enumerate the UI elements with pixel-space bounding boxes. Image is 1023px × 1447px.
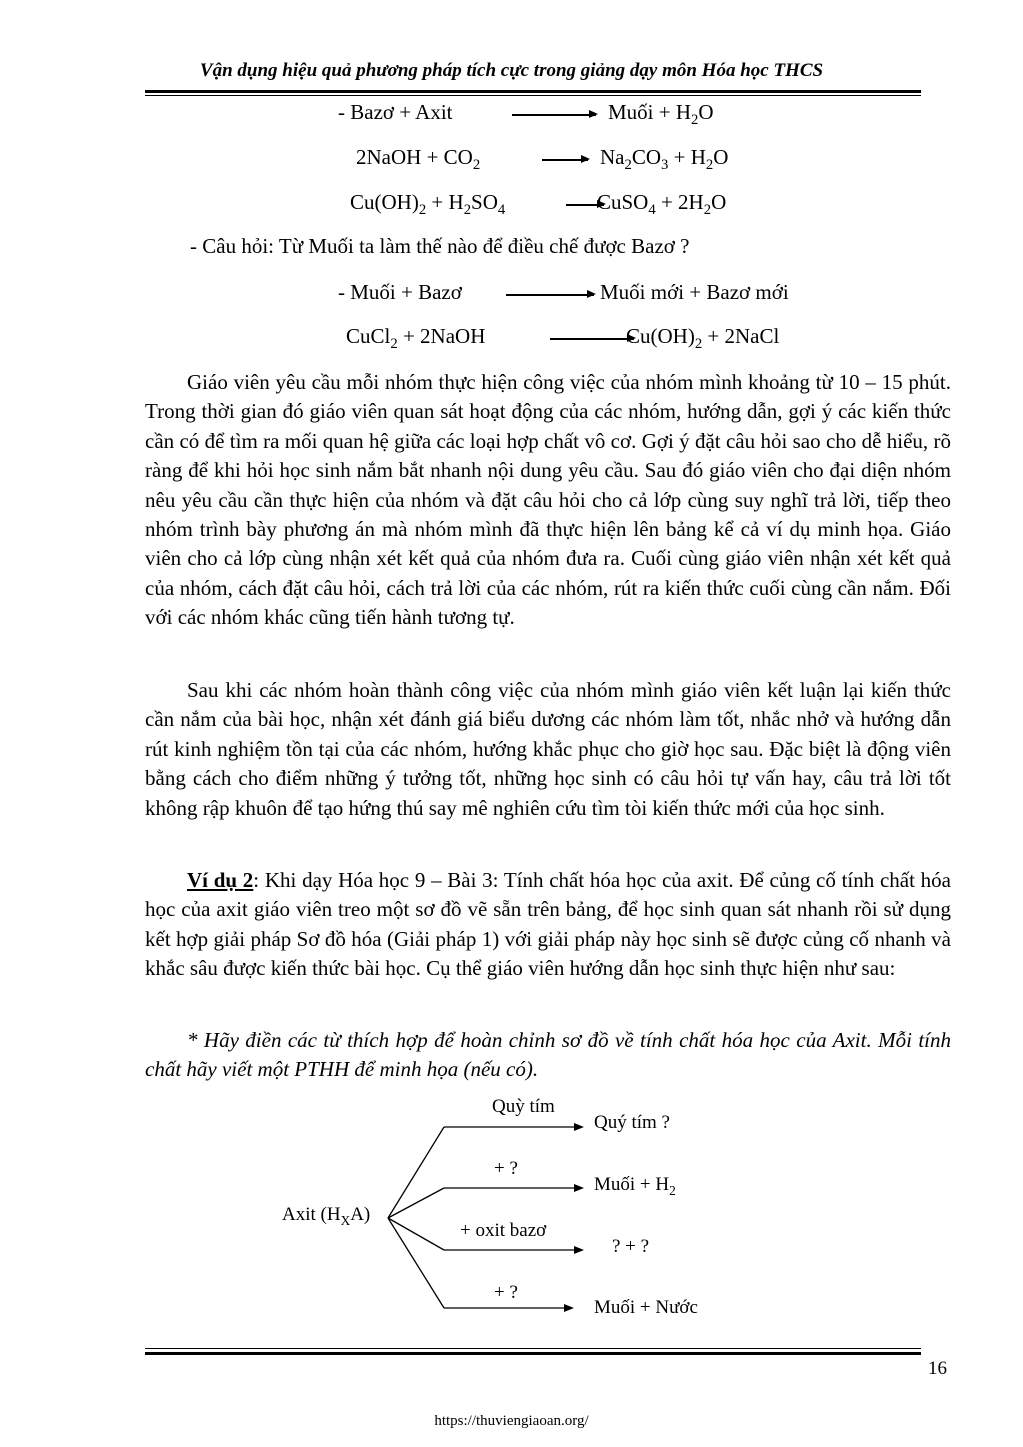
- eq2-arrow: [542, 159, 588, 161]
- branch-1-result: Quý tím ?: [594, 1112, 670, 1133]
- branch-2-result: Muối + $H_2$: [594, 1174, 676, 1198]
- branch-1-label: Quỳ tím: [492, 1096, 555, 1117]
- eq1-right: Muối + $H_2O$: [608, 100, 714, 129]
- footer-rule-thick: [145, 1352, 921, 1355]
- branch-2-label: + ?: [494, 1158, 518, 1179]
- eq4-arrow: [506, 294, 594, 296]
- eq4-left: - Muối + Bazơ: [338, 280, 462, 304]
- eq1-left: - Bazơ + Axit: [338, 100, 453, 124]
- eq3-right: CuSO$_4$ + $2H_2O$: [597, 190, 727, 219]
- question-line: - Câu hỏi: Từ Muối ta làm thế nào để điều chế được Bazơ ?: [190, 234, 690, 258]
- eq4-right: Muối mới + Bazơ mới: [600, 280, 789, 304]
- eq1-arrow: [512, 114, 596, 116]
- branch-3-result: ? + ?: [612, 1236, 650, 1257]
- eq5-left: CuCl$_2$ + 2NaOH: [346, 324, 486, 353]
- paragraph-2: Sau khi các nhóm hoàn thành công việc của nhóm mình giáo viên kết luận lại kiến thức cần nắm của bài học, nhận xét đánh giá biểu dương các nhóm làm tốt, nhắc nhở và hướng dẫn rút kinh nghiệm tồn tại của các nhóm, hướng khắc phục cho giờ học sau. Đặc biệt là động viên bằng cách cho điểm những ý tưởng tốt, những học sinh có câu hỏi tự vấn hay, câu trả lời tốt không rập khuôn để tạo hứng thú say mê nghiên cứu tìm tòi kiến thức mới của học sinh.: [145, 678, 951, 820]
- eq5-arrow: [550, 338, 634, 340]
- header-title: Vận dụng hiệu quả phương pháp tích cực trong giảng dạy môn Hóa học THCS: [199, 60, 824, 81]
- eq2-left: 2NaOH + $CO_2$: [356, 145, 481, 174]
- page-number: 16: [928, 1358, 947, 1379]
- branch-3-label: + oxit bazơ: [460, 1220, 547, 1241]
- footer-url[interactable]: https://thuviengiaoan.org/: [434, 1413, 589, 1429]
- branch-4-label: + ?: [494, 1282, 518, 1303]
- example-label: Ví dụ 2: [187, 868, 254, 892]
- diagram-root: Axit $(H_XA)$: [282, 1204, 371, 1228]
- paragraph-1: Giáo viên yêu cầu mỗi nhóm thực hiện công việc của nhóm mình khoảng từ 10 – 15 phút. Trong thời gian đó giáo viên quan sát hoạt động của các nhóm, hướng dẫn, gợi ý các kiến thức cần có để tìm ra mối quan hệ giữa các loại hợp chất vô cơ. Gợi ý đặt câu hỏi sao cho dễ hiểu, rõ ràng để khi hỏi học sinh nắm bắt nhanh nội dung yêu cầu. Sau đó giáo viên cho đại diện nhóm nêu yêu cầu cần thực hiện của nhóm và đặt câu hỏi cho cả lớp cùng suy nghĩ trả lời, tiếp theo nhóm trình bày phương án mà nhóm mình đã thực hiện lên bảng kể cả ví dụ minh họa. Giáo viên cho cả lớp cùng nhận xét kết quả của nhóm đưa ra. Cuối cùng giáo viên nhận xét kết quả của nhóm, cách đặt câu hỏi, cách trả lời của các nhóm, rút ra kiến thức cuối cùng cần nắm. Đối với các nhóm khác cũng tiến hành tương tự.: [145, 370, 951, 630]
- footer-rule-thin: [145, 1348, 921, 1349]
- paragraph-3: Ví dụ 2: Khi dạy Hóa học 9 – Bài 3: Tính chất hóa học của axit. Để củng cố tính chất hóa học của axit giáo viên treo một sơ đồ vẽ sẵn trên bảng, để học sinh quan sát nhanh rồi sử dụng kết hợp giải pháp Sơ đồ hóa (Giải pháp 1) với giải pháp này học sinh sẽ được củng cố nhanh và khắc sâu được kiến thức bài học. Cụ thể giáo viên hướng dẫn học sinh thực hiện như sau:: [145, 868, 951, 981]
- header-rule-thin: [145, 95, 921, 96]
- header-rule-thick: [145, 90, 921, 93]
- branch-4-result: Muối + Nước: [594, 1297, 698, 1318]
- paragraph-4: * Hãy điền các từ thích hợp để hoàn chỉnh sơ đồ về tính chất hóa học của Axit. Mỗi tính chất hãy viết một PTHH để minh họa (nếu có).: [145, 1028, 951, 1082]
- eq5-right: $Cu(OH)_2$ + 2NaCl: [626, 324, 780, 353]
- eq3-left: $Cu(OH)_2 + H_2SO_4$: [350, 190, 506, 219]
- eq2-right: $Na_2CO_3 + H_2O$: [600, 145, 729, 174]
